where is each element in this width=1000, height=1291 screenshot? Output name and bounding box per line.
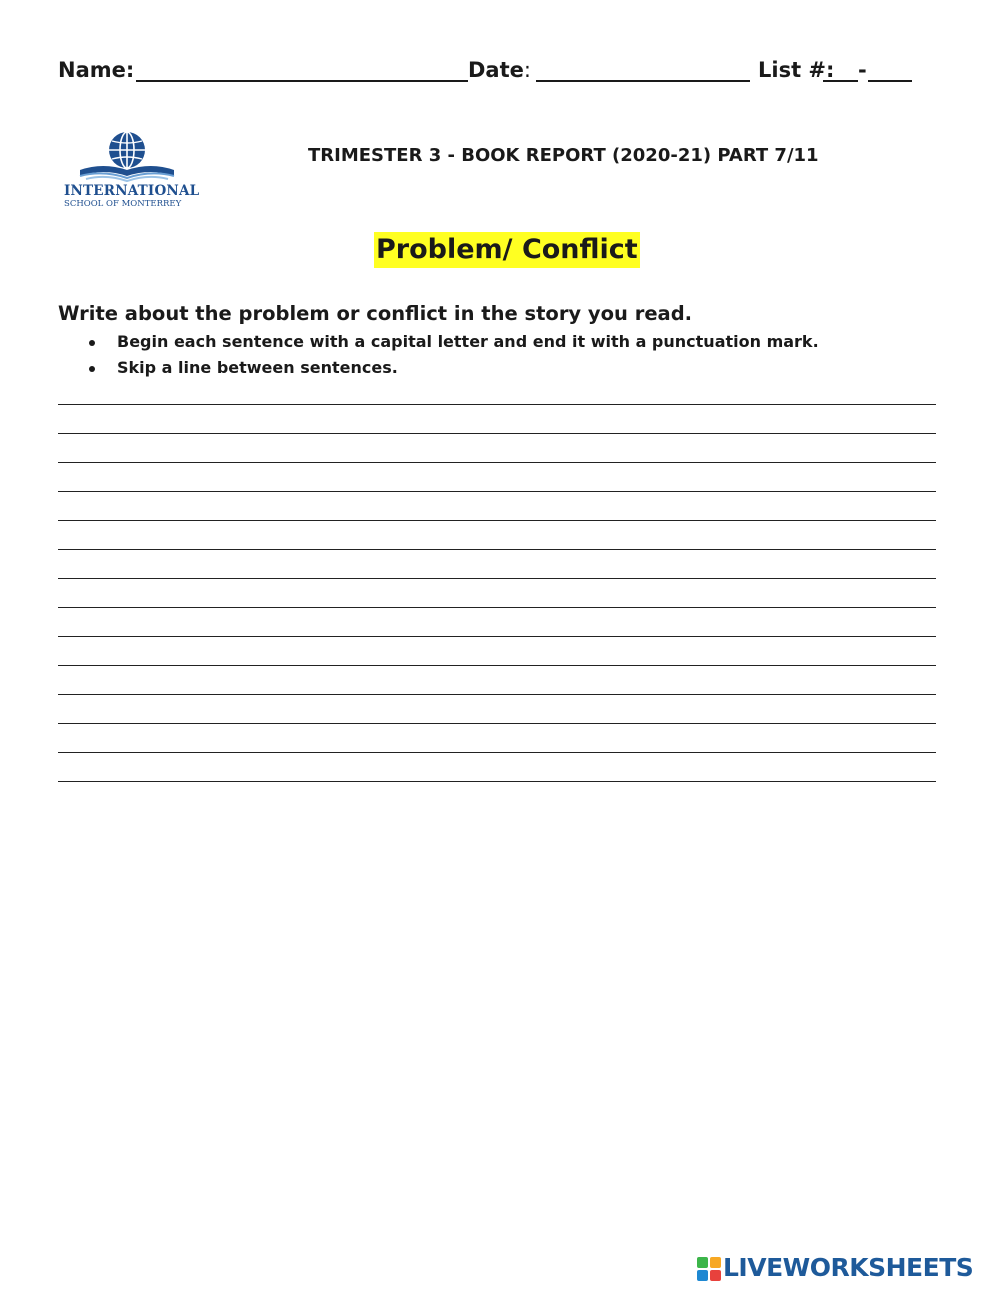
list-blank-2[interactable] (868, 80, 912, 82)
writing-line[interactable] (58, 491, 936, 492)
liveworksheets-logo-icon (697, 1257, 721, 1281)
instruction-item: Skip a line between sentences. (86, 358, 819, 384)
name-label: Name: (58, 58, 135, 82)
student-info-row (58, 58, 938, 92)
report-title: TRIMESTER 3 - BOOK REPORT (2020-21) PART 7/11 (308, 145, 819, 166)
date-label-wrap (468, 58, 531, 82)
writing-line[interactable] (58, 578, 936, 579)
date-colon: : (523, 58, 531, 82)
writing-line[interactable] (58, 433, 936, 434)
instruction-item: Begin each sentence with a capital letter and end it with a punctuation mark. (86, 332, 819, 358)
section-title: Problem/ Conflict (374, 232, 640, 268)
name-blank[interactable] (136, 80, 468, 82)
list-separator: - (858, 58, 867, 82)
writing-line[interactable] (58, 781, 936, 782)
writing-line[interactable] (58, 404, 936, 405)
date-label: Date (468, 58, 524, 82)
brand-text: LIVEWORKSHEETS (723, 1253, 974, 1282)
writing-line[interactable] (58, 549, 936, 550)
writing-line[interactable] (58, 665, 936, 666)
writing-line[interactable] (58, 462, 936, 463)
writing-line[interactable] (58, 752, 936, 753)
writing-line[interactable] (58, 723, 936, 724)
school-name-line1: INTERNATIONAL (64, 183, 200, 199)
school-name-line2: SCHOOL OF MONTERREY (64, 199, 182, 209)
list-blank-1[interactable] (823, 80, 858, 82)
date-blank[interactable] (536, 80, 750, 82)
writing-line[interactable] (58, 636, 936, 637)
writing-line[interactable] (58, 694, 936, 695)
writing-prompt: Write about the problem or conflict in the story you read. (58, 302, 693, 325)
writing-line[interactable] (58, 520, 936, 521)
list-label: List #: (758, 58, 835, 82)
instruction-list (86, 332, 819, 384)
writing-line[interactable] (58, 607, 936, 608)
